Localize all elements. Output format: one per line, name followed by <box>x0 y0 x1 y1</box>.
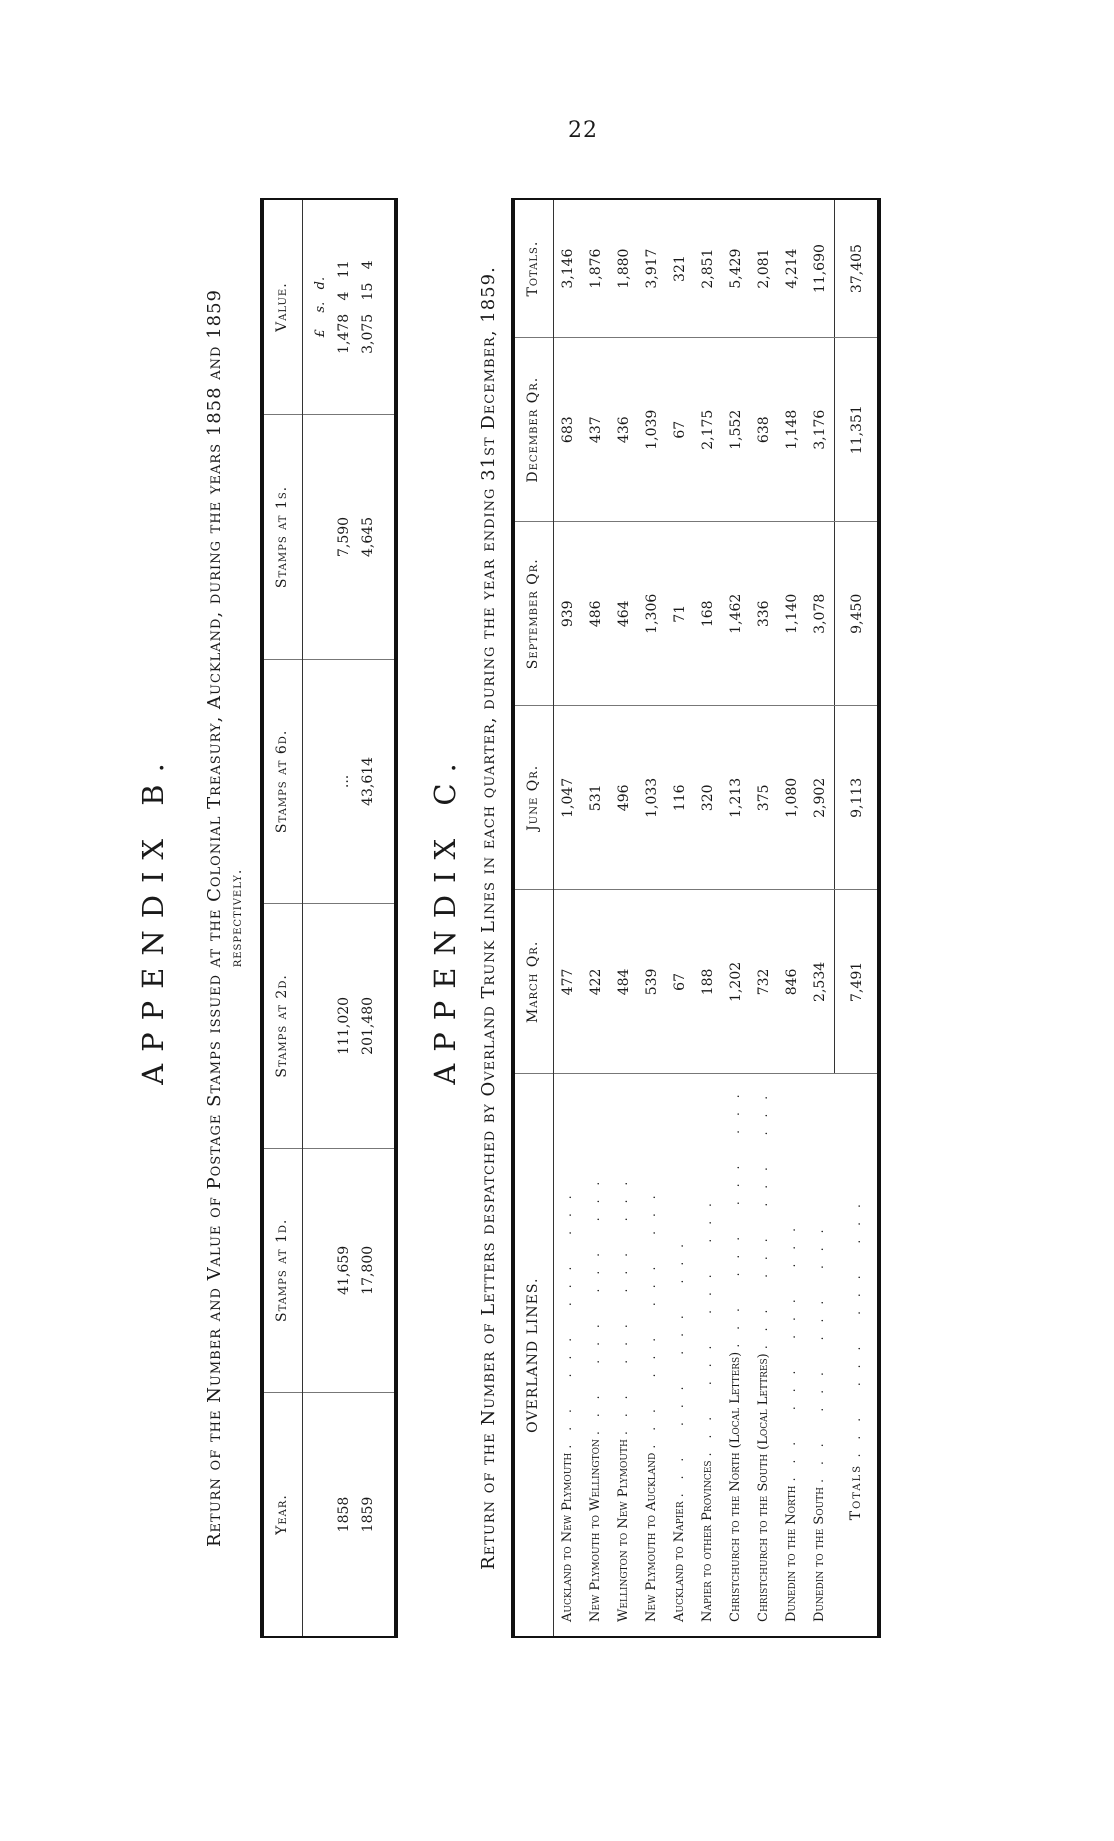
appendix-b <box>136 198 398 1638</box>
total-cell: 321 <box>671 255 688 282</box>
col-year: Year. <box>262 1393 303 1637</box>
december-cell: 1,148 <box>778 338 806 522</box>
june-cell: 1,047 <box>553 706 582 890</box>
col-september-qr: September Qr. <box>513 522 554 706</box>
value-pence: 4 <box>360 260 376 270</box>
september-cell: 1,140 <box>778 522 806 706</box>
march-cell: 484 <box>610 890 638 1074</box>
total-cell: 2,081 <box>755 248 772 289</box>
table-row <box>332 199 356 1637</box>
line-name-cell <box>694 1074 722 1637</box>
march-cell: 846 <box>778 890 806 1074</box>
appendix-b-caption-sub: respectively. <box>228 868 245 968</box>
value-shillings: 4 <box>336 291 352 301</box>
total-cell: 3,146 <box>559 248 576 289</box>
december-cell: 1,552 <box>722 338 750 522</box>
june-cell: 1,080 <box>778 706 806 890</box>
line-name-cell <box>610 1074 638 1637</box>
table-row <box>694 199 722 1637</box>
col-value: Value. <box>262 199 303 415</box>
leader-dots: ... ... ... ... <box>812 1215 827 1483</box>
december-cell: 1,039 <box>638 338 666 522</box>
col-totals: Totals. <box>513 199 554 338</box>
stamps-1s-cell: 4,645 <box>356 415 380 659</box>
total-cell: 1,880 <box>615 248 632 289</box>
june-cell: 496 <box>610 706 638 890</box>
stamps-1d-cell: 41,659 <box>332 1148 356 1392</box>
total-cell: 1,876 <box>587 248 604 289</box>
table-row <box>610 199 638 1637</box>
june-cell: 116 <box>666 706 694 890</box>
leader-dots: ... ... ... ... <box>756 1081 770 1350</box>
line-name-cell <box>778 1074 806 1637</box>
leader-dots: ... ... ... ... <box>672 1230 686 1498</box>
table-row <box>806 199 835 1637</box>
col-overland-lines: OVERLAND LINES. <box>513 1074 554 1637</box>
june-cell: 1,213 <box>722 706 750 890</box>
line-name: Christchurch to the North (Local Letters) <box>728 1351 743 1622</box>
col-stamps-2d: Stamps at 2d. <box>262 904 303 1148</box>
september-cell: 464 <box>610 522 638 706</box>
stamps-2d-cell: 111,020 <box>332 904 356 1148</box>
june-cell: 531 <box>582 706 610 890</box>
value-cell <box>332 199 356 415</box>
stamps-1d-cell: 17,800 <box>356 1148 380 1392</box>
line-name-cell <box>553 1074 582 1637</box>
leader-dots: ... ... ... ... <box>588 1167 602 1435</box>
line-name-cell <box>750 1074 778 1637</box>
line-name: Auckland to Napier <box>672 1501 687 1622</box>
september-cell: 1,306 <box>638 522 666 706</box>
line-name-cell <box>806 1074 835 1637</box>
september-cell: 336 <box>750 522 778 706</box>
rotated-content <box>40 198 970 1638</box>
appendix-c-heading: APPENDIX C. <box>428 751 462 1085</box>
december-cell: 683 <box>553 338 582 522</box>
line-name: Napier to other Provinces <box>700 1460 715 1622</box>
page-number: 22 <box>568 118 598 143</box>
june-cell: 2,902 <box>806 706 835 890</box>
leader-dots: ... ... ... ... <box>700 1189 714 1457</box>
september-cell: 71 <box>666 522 694 706</box>
col-march-qr: March Qr. <box>513 890 554 1074</box>
unit-pounds: £ <box>313 329 328 338</box>
value-pounds: 3,075 <box>360 313 376 354</box>
stamps-1s-cell: 7,590 <box>332 415 356 659</box>
leader-dots: ... ... ... ... <box>728 1080 742 1348</box>
appendix-b-caption-text: Return of the Number and Value of Postage Stamps issued at the Colonial Treasury, Auckland, during the years 1858 and 1859 <box>204 288 225 1548</box>
totals-label-cell <box>834 1074 879 1637</box>
table-row <box>750 199 778 1637</box>
december-cell: 2,175 <box>694 338 722 522</box>
line-name-cell <box>722 1074 750 1637</box>
leader-dots: ... ... ... ... <box>560 1181 574 1449</box>
col-december-qr: December Qr. <box>513 338 554 522</box>
appendix-b-heading: APPENDIX B. <box>136 751 170 1085</box>
september-cell: 939 <box>553 522 582 706</box>
appendix-b-table <box>260 198 398 1638</box>
march-cell: 2,534 <box>806 890 835 1074</box>
september-cell: 3,078 <box>806 522 835 706</box>
value-shillings: 15 <box>360 282 376 301</box>
year-cell: 1859 <box>356 1393 380 1637</box>
december-cell: 437 <box>582 338 610 522</box>
june-cell: 375 <box>750 706 778 890</box>
table-row <box>778 199 806 1637</box>
table-row <box>356 199 380 1637</box>
december-cell: 67 <box>666 338 694 522</box>
appendix-b-caption <box>204 198 246 1638</box>
stamps-2d-cell: 201,480 <box>356 904 380 1148</box>
year-cell: 1858 <box>332 1393 356 1637</box>
leader-dots: ... ... ... ... <box>616 1167 630 1435</box>
september-cell: 486 <box>582 522 610 706</box>
march-cell: 188 <box>694 890 722 1074</box>
appendix-c-table <box>511 198 881 1638</box>
totals-label: Totals <box>848 1463 865 1521</box>
value-pence: 11 <box>336 260 352 279</box>
value-unit-row <box>303 199 333 1637</box>
march-cell: 732 <box>750 890 778 1074</box>
march-cell: 477 <box>553 890 582 1074</box>
september-total-cell: 9,450 <box>834 522 879 706</box>
leader-dots: ... ... ... ... <box>849 1190 864 1458</box>
value-cell <box>356 199 380 415</box>
col-june-qr: June Qr. <box>513 706 554 890</box>
value-pounds: 1,478 <box>336 313 352 354</box>
line-name: Auckland to New Plymouth <box>560 1452 575 1622</box>
table-row <box>666 199 694 1637</box>
line-name-cell <box>638 1074 666 1637</box>
march-cell: 422 <box>582 890 610 1074</box>
line-name: Christchurch to the South (Local Lettres) <box>756 1353 771 1622</box>
appendix-c-caption: Return of the Number of Letters despatched by Overland Trunk Lines in each quarter, during the year ending 31st December, 1859. <box>478 266 499 1570</box>
september-cell: 168 <box>694 522 722 706</box>
line-name: Dunedin to the South <box>812 1486 828 1622</box>
table-row <box>638 199 666 1637</box>
col-stamps-1s: Stamps at 1s. <box>262 415 303 659</box>
leader-dots: ... ... ... ... <box>644 1181 658 1449</box>
appendix-c <box>428 198 881 1638</box>
line-name-cell <box>666 1074 694 1637</box>
june-total-cell: 9,113 <box>834 706 879 890</box>
december-total-cell: 11,351 <box>834 338 879 522</box>
december-cell: 436 <box>610 338 638 522</box>
total-cell: 5,429 <box>727 248 744 289</box>
leader-dots: ... ... ... ... <box>784 1214 798 1482</box>
total-cell: 11,690 <box>811 244 828 294</box>
table-row <box>582 199 610 1637</box>
col-stamps-1d: Stamps at 1d. <box>262 1148 303 1392</box>
table-row <box>722 199 750 1637</box>
line-name-cell <box>582 1074 610 1637</box>
june-cell: 1,033 <box>638 706 666 890</box>
total-cell: 3,917 <box>643 248 660 289</box>
total-cell: 4,214 <box>783 248 800 289</box>
line-name: Dunedin to the North <box>784 1485 799 1622</box>
unit-pence: d. <box>313 276 328 290</box>
december-cell: 638 <box>750 338 778 522</box>
march-cell: 1,202 <box>722 890 750 1074</box>
line-name: New Plymouth to Auckland <box>644 1452 659 1622</box>
march-cell: 67 <box>666 890 694 1074</box>
totals-row <box>834 199 879 1637</box>
stamps-6d-cell: ... <box>332 659 356 903</box>
march-total-cell: 7,491 <box>834 890 879 1074</box>
grand-total-cell: 37,405 <box>834 199 879 338</box>
line-name: New Plymouth to Wellington <box>588 1439 603 1622</box>
total-cell: 2,851 <box>699 248 716 289</box>
value-units <box>303 199 333 415</box>
line-name: Wellington to New Plymouth <box>616 1439 631 1622</box>
september-cell: 1,462 <box>722 522 750 706</box>
june-cell: 320 <box>694 706 722 890</box>
december-cell: 3,176 <box>806 338 835 522</box>
unit-shillings: s. <box>313 301 328 313</box>
table-row <box>553 199 582 1637</box>
col-stamps-6d: Stamps at 6d. <box>262 659 303 903</box>
march-cell: 539 <box>638 890 666 1074</box>
stamps-6d-cell: 43,614 <box>356 659 380 903</box>
